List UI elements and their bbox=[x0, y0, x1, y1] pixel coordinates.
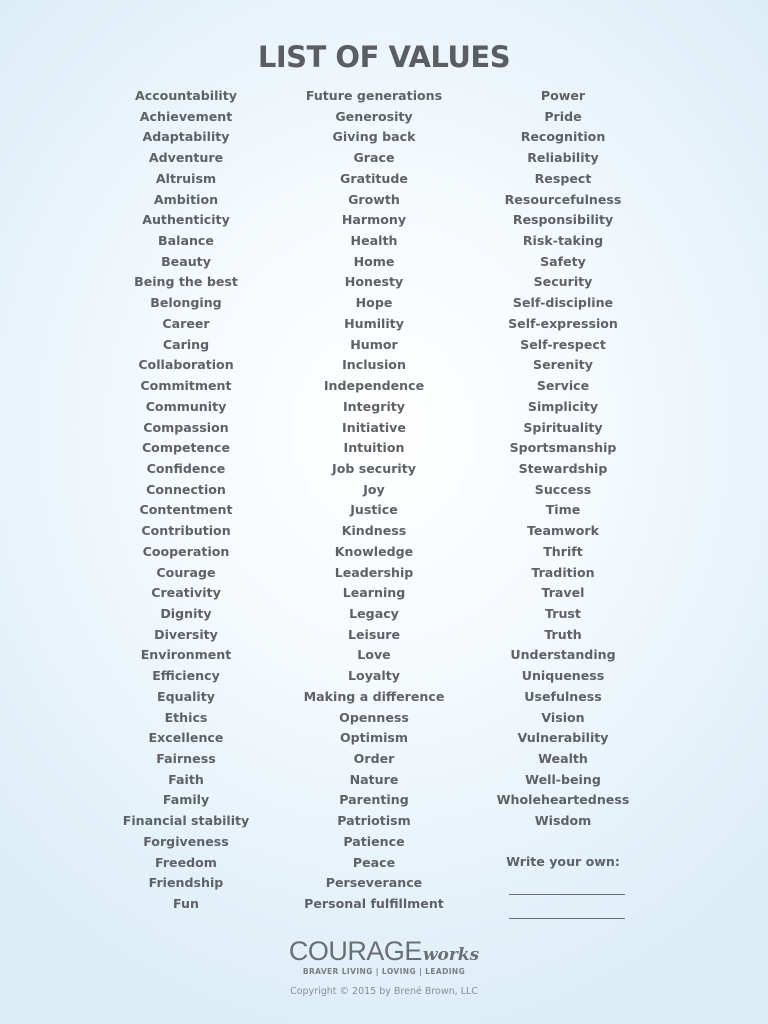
value-item: Intuition bbox=[343, 440, 405, 456]
copyright-notice: Copyright © 2015 by Brené Brown, LLC bbox=[290, 986, 478, 997]
value-item: Optimism bbox=[339, 730, 409, 746]
value-item: Courage bbox=[156, 564, 216, 580]
value-item: Patience bbox=[343, 833, 405, 849]
value-item: Contentment bbox=[139, 502, 233, 518]
value-item: Thrift bbox=[543, 543, 583, 559]
logo-script: works bbox=[422, 945, 480, 965]
value-item: Recognition bbox=[520, 129, 606, 145]
value-item: Service bbox=[536, 378, 590, 394]
value-item: Loyalty bbox=[348, 668, 400, 684]
value-item: Caring bbox=[162, 336, 210, 352]
value-item: Home bbox=[353, 253, 395, 269]
value-item: Making a difference bbox=[303, 688, 445, 704]
value-item: Sportsmanship bbox=[509, 440, 617, 456]
value-item: Future generations bbox=[305, 88, 443, 103]
value-item: Well-being bbox=[525, 771, 601, 787]
value-item: Balance bbox=[158, 233, 214, 249]
value-item: Inclusion bbox=[342, 357, 406, 373]
value-item: Wholeheartedness bbox=[496, 792, 630, 808]
value-item: Vision bbox=[541, 709, 585, 725]
value-item: Competence bbox=[141, 440, 231, 456]
value-item: Leadership bbox=[334, 564, 414, 580]
value-item: Creativity bbox=[151, 585, 221, 601]
value-item: Travel bbox=[541, 585, 585, 601]
value-item: Humor bbox=[350, 336, 398, 352]
logo-wordmark: COURAGE bbox=[288, 936, 422, 966]
value-item: Dignity bbox=[160, 605, 212, 621]
page-title: LIST OF VALUES bbox=[257, 40, 511, 74]
value-item: Self-respect bbox=[520, 336, 606, 352]
value-item: Justice bbox=[350, 502, 398, 518]
value-item: Patriotism bbox=[337, 813, 411, 829]
value-item: Power bbox=[540, 88, 586, 103]
value-item: Contribution bbox=[141, 523, 231, 539]
value-item: Stewardship bbox=[518, 460, 608, 476]
value-item: Personal fulfillment bbox=[304, 896, 444, 912]
value-item: Family bbox=[162, 792, 210, 808]
value-item: Equality bbox=[157, 688, 215, 704]
value-item: Ambition bbox=[153, 191, 219, 207]
value-item: Usefulness bbox=[524, 688, 602, 704]
values-column-2 bbox=[264, 86, 484, 915]
value-item: Forgiveness bbox=[143, 833, 229, 849]
value-item: Vulnerability bbox=[517, 730, 609, 746]
value-item: Reliability bbox=[527, 150, 599, 166]
value-item: Initiative bbox=[342, 419, 406, 435]
value-item: Truth bbox=[544, 626, 582, 642]
value-item: Beauty bbox=[161, 253, 211, 269]
value-item: Openness bbox=[339, 709, 409, 725]
value-item: Being the best bbox=[134, 274, 238, 290]
value-item: Tradition bbox=[531, 564, 595, 580]
courageworks-logo bbox=[0, 936, 768, 967]
value-item: Resourcefulness bbox=[504, 191, 622, 207]
value-item: Faith bbox=[168, 771, 204, 787]
value-item: Self-discipline bbox=[512, 295, 614, 311]
logo-tagline: BRAVER LIVING | LOVING | LEADING bbox=[302, 967, 466, 976]
values-column-3 bbox=[453, 86, 673, 832]
value-item: Legacy bbox=[349, 605, 399, 621]
value-item: Respect bbox=[534, 170, 592, 186]
value-item: Health bbox=[350, 233, 398, 249]
value-item: Freedom bbox=[155, 854, 217, 870]
value-item: Self-expression bbox=[508, 315, 618, 331]
write-in-line-1 bbox=[509, 894, 625, 895]
value-item: Safety bbox=[540, 253, 586, 269]
value-item: Adventure bbox=[148, 150, 224, 166]
value-item: Pride bbox=[544, 108, 582, 124]
value-item: Joy bbox=[363, 481, 385, 497]
value-item: Simplicity bbox=[527, 398, 599, 414]
value-item: Cooperation bbox=[142, 543, 230, 559]
value-item: Kindness bbox=[341, 523, 407, 539]
value-item: Authenticity bbox=[142, 212, 230, 228]
value-item: Compassion bbox=[143, 419, 229, 435]
value-item: Growth bbox=[348, 191, 400, 207]
value-item: Serenity bbox=[533, 357, 593, 373]
value-item: Accountability bbox=[135, 88, 237, 103]
value-item: Environment bbox=[140, 647, 232, 663]
value-item: Risk-taking bbox=[522, 233, 604, 249]
value-item: Responsibility bbox=[512, 212, 614, 228]
value-item: Success bbox=[534, 481, 592, 497]
value-item: Diversity bbox=[154, 626, 218, 642]
write-in-line-2 bbox=[509, 918, 625, 919]
value-item: Perseverance bbox=[325, 875, 423, 891]
value-item: Honesty bbox=[344, 274, 404, 290]
value-item: Nature bbox=[349, 771, 399, 787]
value-item: Humility bbox=[344, 315, 404, 331]
value-item: Career bbox=[162, 315, 210, 331]
value-item: Security bbox=[533, 274, 593, 290]
value-item: Fairness bbox=[156, 751, 216, 766]
value-item: Friendship bbox=[148, 875, 224, 891]
value-item: Wealth bbox=[538, 751, 588, 766]
value-item: Commitment bbox=[140, 378, 232, 394]
value-item: Leisure bbox=[347, 626, 401, 642]
value-item: Community bbox=[145, 398, 227, 414]
value-item: Trust bbox=[545, 605, 581, 621]
value-item: Integrity bbox=[343, 398, 405, 414]
value-item: Independence bbox=[323, 378, 425, 394]
value-item: Belonging bbox=[150, 295, 222, 311]
value-item: Giving back bbox=[332, 129, 416, 145]
value-item: Collaboration bbox=[138, 357, 234, 373]
value-item: Understanding bbox=[510, 647, 616, 663]
value-item: Time bbox=[545, 502, 581, 518]
value-item: Job security bbox=[332, 460, 416, 476]
values-column-1 bbox=[76, 86, 296, 915]
value-item: Fun bbox=[173, 896, 199, 912]
value-item: Confidence bbox=[146, 460, 226, 476]
value-item: Spirituality bbox=[523, 419, 603, 435]
value-item: Gratitude bbox=[340, 170, 408, 186]
value-item: Love bbox=[357, 647, 391, 663]
value-item: Excellence bbox=[148, 730, 224, 746]
value-item: Generosity bbox=[335, 108, 413, 124]
value-item: Knowledge bbox=[334, 543, 414, 559]
value-item: Harmony bbox=[341, 212, 407, 228]
value-item: Efficiency bbox=[152, 668, 220, 684]
write-your-own-label: Write your own: bbox=[506, 854, 620, 869]
value-item: Order bbox=[353, 751, 395, 766]
value-item: Ethics bbox=[164, 709, 208, 725]
value-item: Adaptability bbox=[142, 129, 230, 145]
value-item: Learning bbox=[342, 585, 406, 601]
value-item: Grace bbox=[353, 150, 395, 166]
value-item: Uniqueness bbox=[521, 668, 605, 684]
value-item: Teamwork bbox=[527, 523, 599, 539]
value-item: Parenting bbox=[339, 792, 409, 808]
value-item: Peace bbox=[352, 854, 396, 870]
value-item: Wisdom bbox=[534, 813, 592, 829]
value-item: Hope bbox=[355, 295, 393, 311]
value-item: Financial stability bbox=[122, 813, 250, 829]
value-item: Achievement bbox=[139, 108, 233, 124]
value-item: Connection bbox=[146, 481, 226, 497]
value-item: Altruism bbox=[155, 170, 217, 186]
